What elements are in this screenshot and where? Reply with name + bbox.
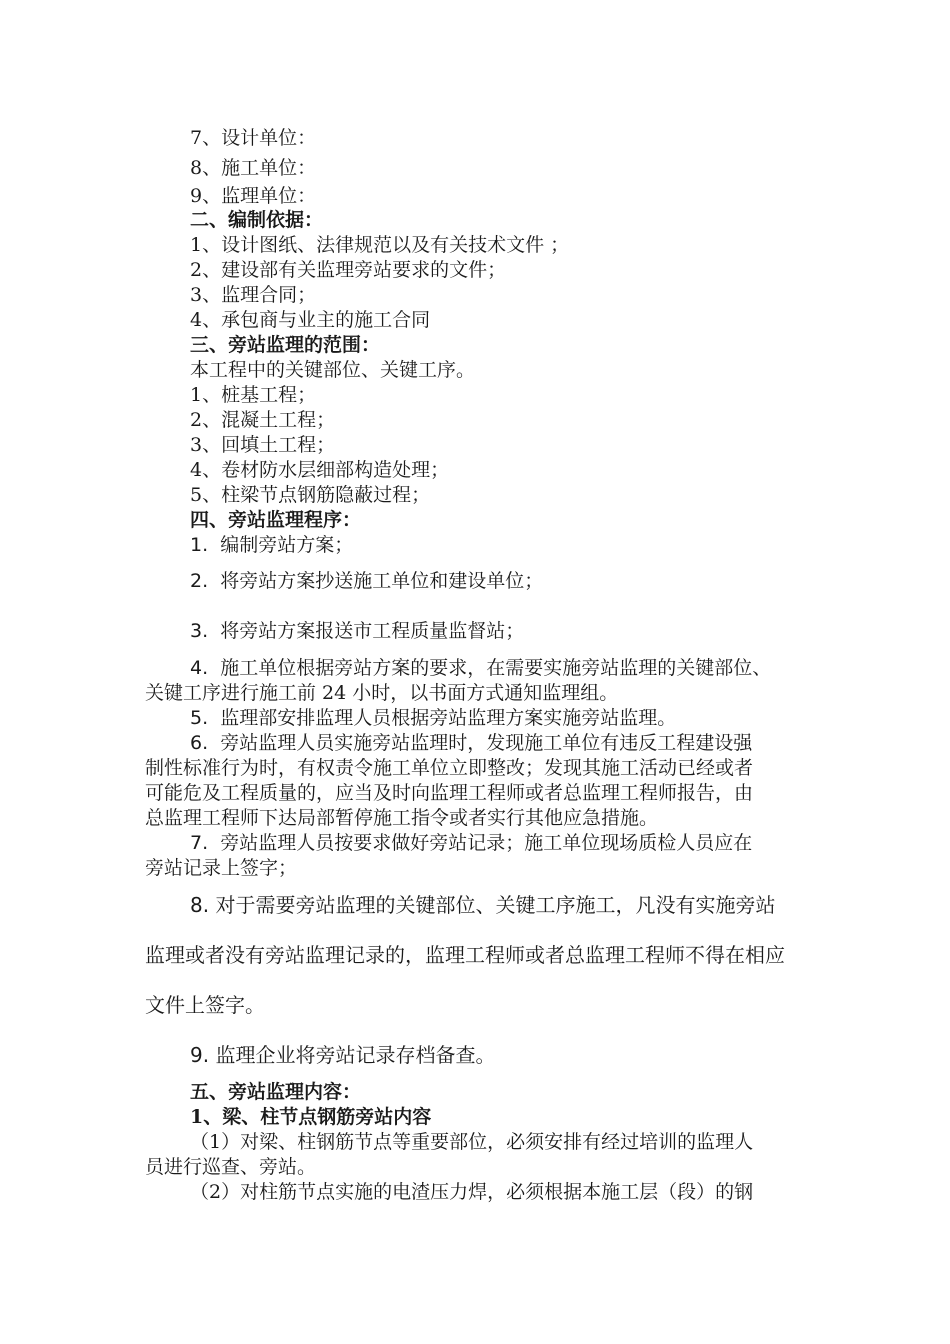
subsection-heading: 1、梁、柱节点钢筋旁站内容 (190, 1106, 432, 1128)
info-item-design: 7、设计单位： (190, 127, 317, 149)
content-item-2: （2）对柱筋节点实施的电渣压力焊，必须根据本施工层（段）的钢 (190, 1181, 754, 1203)
procedure-step-1: 1. 编制旁站方案； (190, 534, 354, 556)
section-heading-procedure: 四、旁站监理程序： (190, 509, 362, 531)
section-heading-scope: 三、旁站监理的范围： (190, 334, 381, 356)
basis-item: 1、设计图纸、法律规范以及有关技术文件 ； (190, 234, 570, 256)
scope-intro: 本工程中的关键部位、关键工序。 (190, 359, 476, 381)
procedure-step-5: 5. 监理部安排监理人员根据旁站监理方案实施旁站监理。 (190, 707, 677, 729)
scope-item: 5、柱梁节点钢筋隐蔽过程； (190, 484, 431, 506)
procedure-step-2: 2. 将旁站方案抄送施工单位和建设单位； (190, 570, 544, 592)
procedure-step-3: 3. 将旁站方案报送市工程质量监督站； (190, 620, 525, 642)
procedure-step-9: 9. 监理企业将旁站记录存档备查。 (190, 1043, 496, 1067)
basis-item: 4、承包商与业主的施工合同 (190, 309, 431, 331)
info-item-supervision: 9、监理单位： (190, 185, 317, 207)
info-item-construction: 8、施工单位： (190, 157, 317, 179)
scope-item: 4、卷材防水层细部构造处理； (190, 459, 450, 481)
section-heading-basis: 二、编制依据： (190, 209, 324, 231)
scope-item: 1、桩基工程； (190, 384, 317, 406)
basis-item: 2、建设部有关监理旁站要求的文件； (190, 259, 507, 281)
scope-item: 2、混凝土工程； (190, 409, 336, 431)
basis-item: 3、监理合同； (190, 284, 317, 306)
scope-item: 3、回填土工程； (190, 434, 336, 456)
section-heading-content: 五、旁站监理内容： (190, 1081, 362, 1103)
document-page: 7、设计单位： 8、施工单位： 9、监理单位： 二、编制依据： 1、设计图纸、法律规范以及有关技术文件 ； 2、建设部有关监理旁站要求的文件； 3、监理合同； 4、承包商与业主的施工合同 三、旁站监理的范围： 本工程中的关键部位、关键工序。 1、桩基工程； 2、混凝土工程； 3、回填土工程； 4、卷材防水层细部构造处理； 5、柱梁节点钢筋隐蔽过程； 四、旁站监理程序： 1. 编制旁站方案； 2. 将旁站方案抄送施工单位和建设单位； 3. 将旁站方案报送市工程质量监督站； 4. 施工单位根据旁站方案的要求，在需要实施旁站监理的关键部位、 关键工序进行施工前 24 小时，以书面方式通知监理组。 5. 监理部安排监理人员根据旁站监理方案实施旁站监理。 6. 旁站监理人员实施旁站监理时，发现施工单位有违反工程建设强 制性标准行为时，有权责令施工单位立即整改；发现其施工活动已经或者 可能危及工程质量的，应当及时向监理工程师或者总监理工程师报告，由 总监理工程师下达局部暂停施工指令或者实行其他应急措施。 7. 旁站监理人员按要求做好旁站记录；施工单位现场质检人员应在 旁站记录上签字； 8. 对于需要旁站监理的关键部位、关键工序施工，凡没有实施旁站 监理或者没有旁站监理记录的，监理工程师或者总监理工程师不得在相应 文件上签字。 9. 监理企业将旁站记录存档备查。 五、旁站监理内容： 1、梁、柱节点钢筋旁站内容 （1）对梁、柱钢筋节点等重要部位，必须安排有经过培训的监理人 员进行巡查、旁站。 （2）对柱筋节点实施的电渣压力焊，必须根据本施工层（段）的钢 (145, 127, 785, 1203)
